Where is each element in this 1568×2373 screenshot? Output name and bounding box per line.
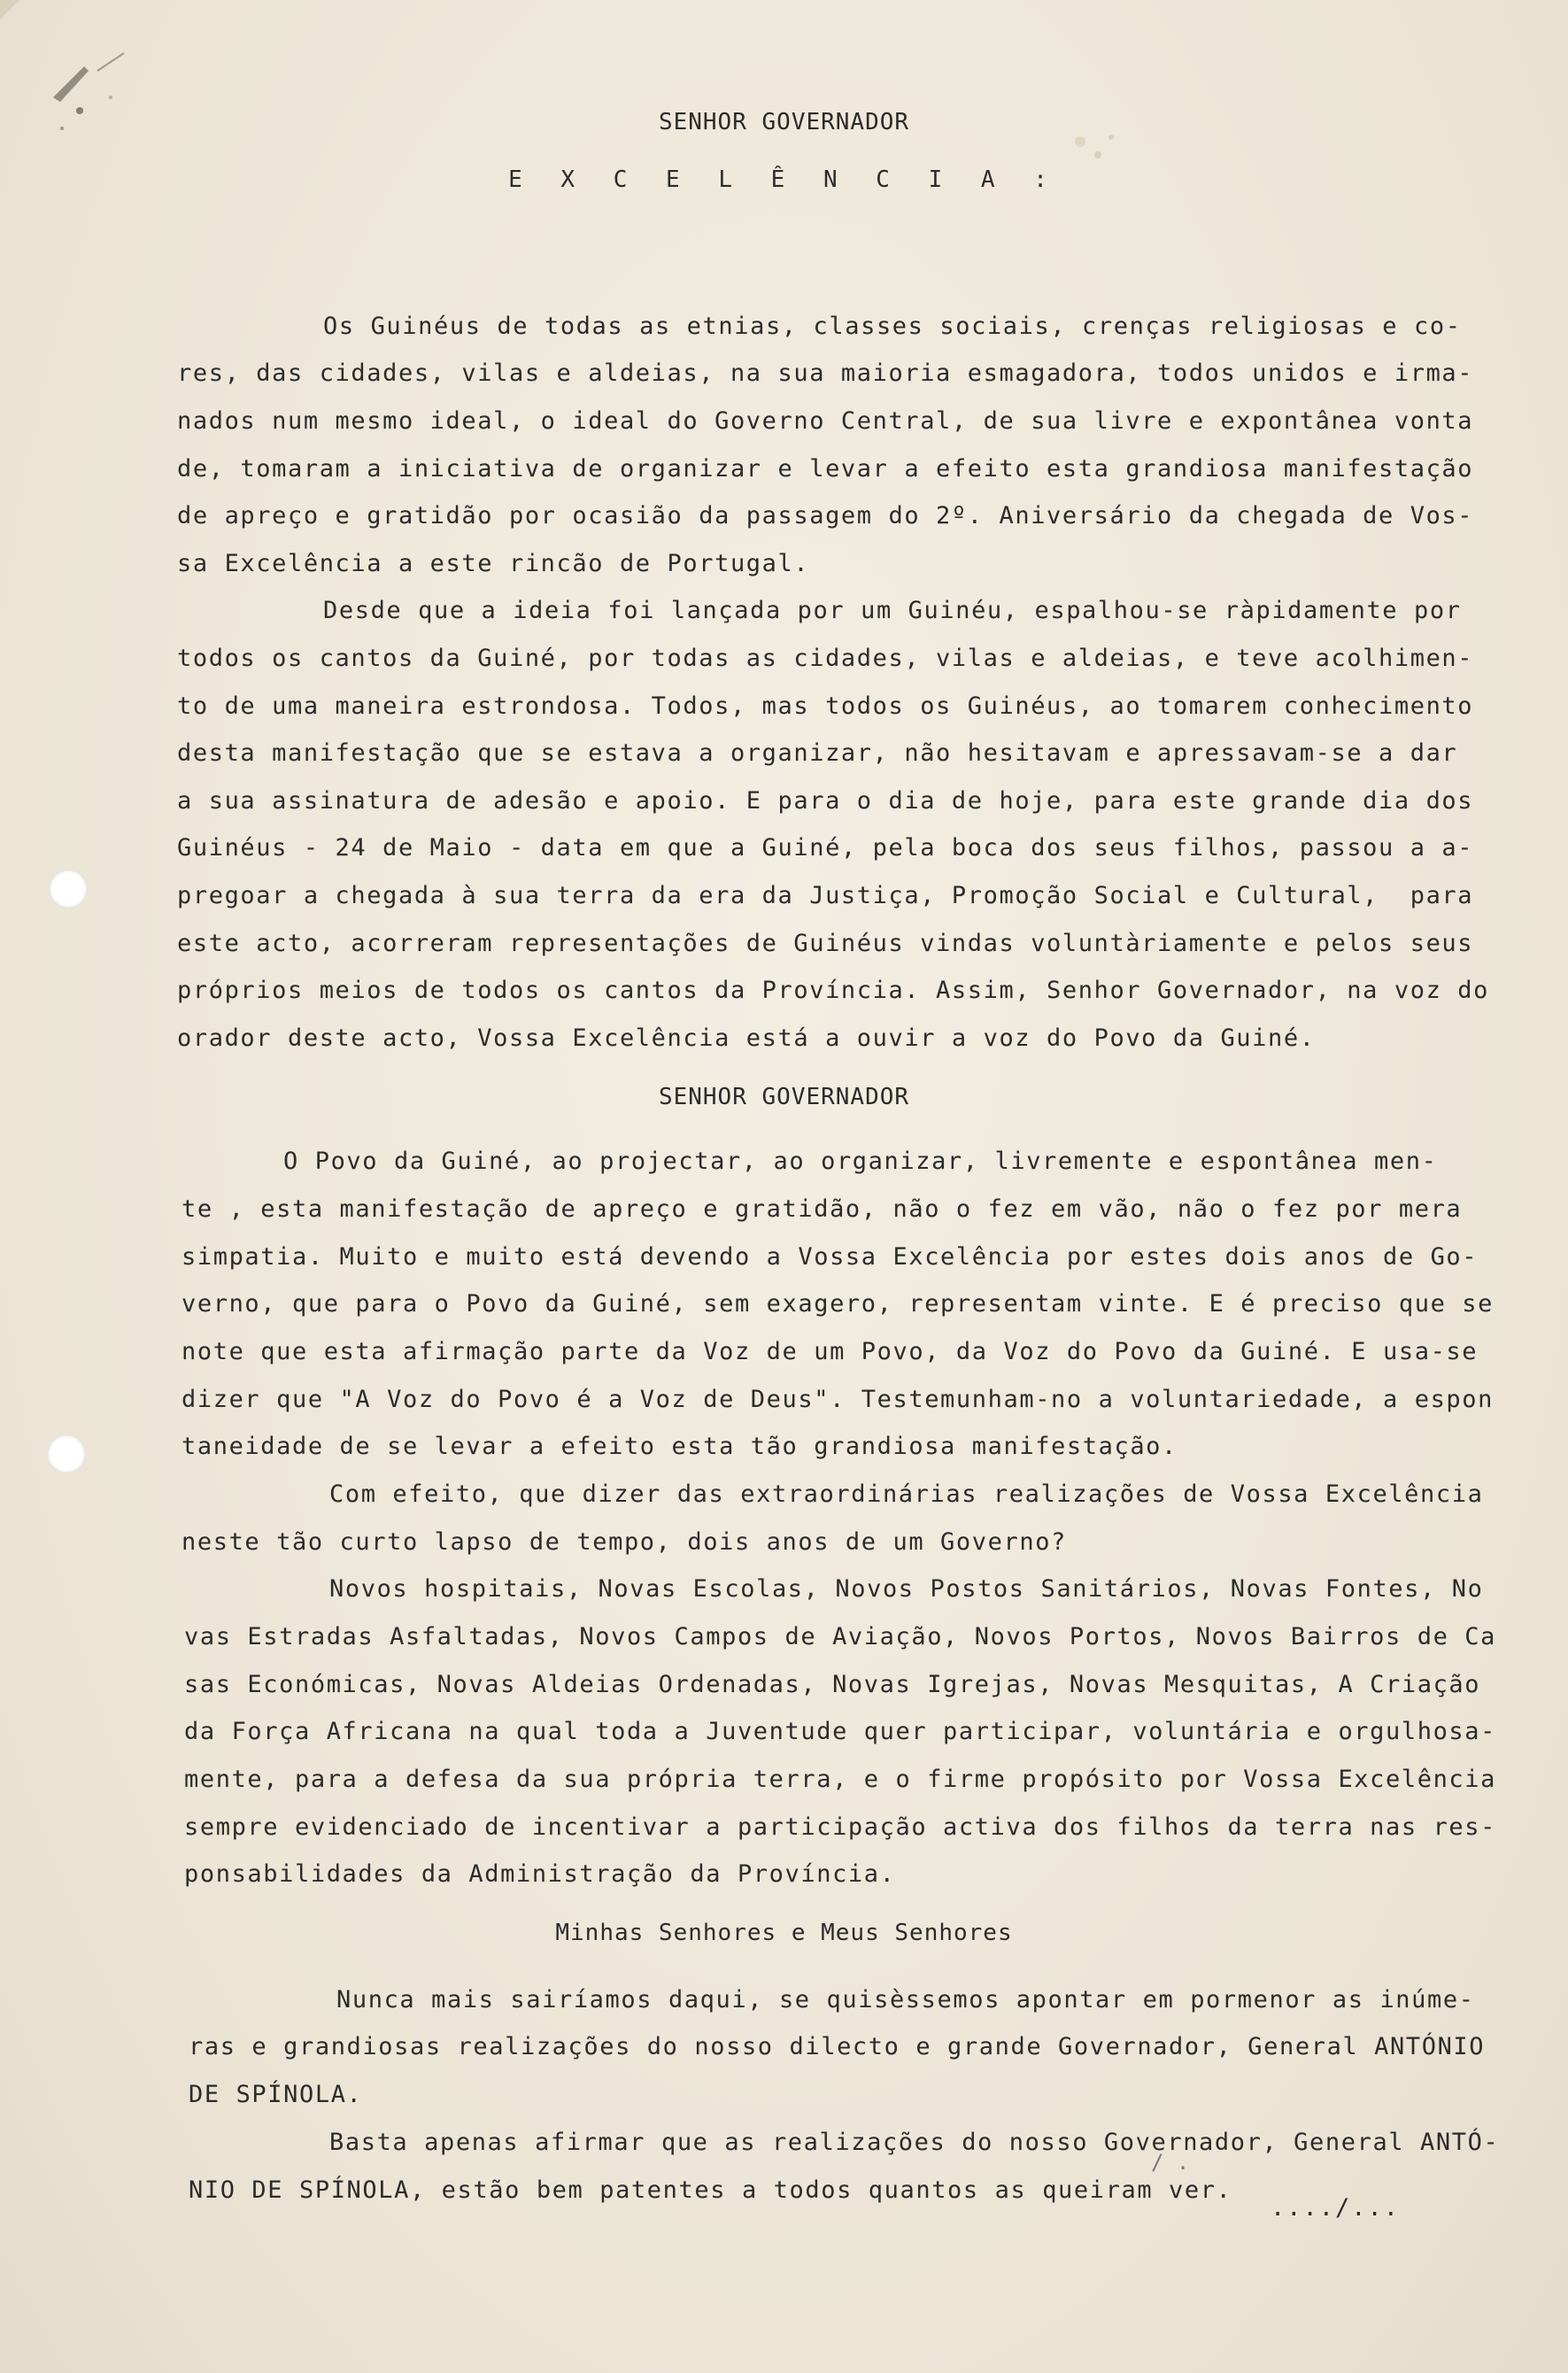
paragraph-2-line: todos os cantos da Guiné, por todas as cidades, vilas e aldeias, e teve acolhimen- — [177, 645, 1474, 672]
heading-senhor-governador-2: SENHOR GOVERNADOR — [658, 1084, 910, 1110]
paragraph-2-line: a sua assinatura de adesão e apoio. E para o dia de hoje, para este grande dia dos — [177, 787, 1474, 815]
folded-corner — [0, 0, 19, 19]
paragraph-5-line: sempre evidenciado de incentivar a participação activa dos filhos da terra nas res- — [184, 1813, 1496, 1841]
punch-hole-bottom — [47, 1434, 86, 1473]
paragraph-2-line: este acto, acorreram representações de Guinéus vindas voluntàriamente e pelos seus — [177, 930, 1474, 957]
heading-senhor-governador: SENHOR GOVERNADOR — [658, 109, 910, 135]
paragraph-2-line: Desde que a ideia foi lançada por um Guinéu, espalhou-se ràpidamente por — [323, 597, 1462, 624]
paragraph-7-line: Basta apenas afirmar que as realizações do nosso Governador, General ANTÓ- — [329, 2129, 1500, 2156]
paragraph-5-line: da Força Africana na qual toda a Juventude quer participar, voluntária e orgulhosa- — [184, 1718, 1496, 1745]
paragraph-1-line: Os Guinéus de todas as etnias, classes sociais, crenças religiosas e co- — [323, 313, 1462, 340]
paragraph-5-line: ponsabilidades da Administração da Província. — [184, 1860, 896, 1888]
paragraph-4-line: neste tão curto lapso de tempo, dois anos de um Governo? — [182, 1528, 1067, 1556]
paragraph-3-line: taneidade de se levar a efeito esta tão grandiosa manifestação. — [182, 1433, 1178, 1460]
heading-excelencia: E X C E L Ê N C I A : — [508, 166, 1060, 193]
paragraph-1-line: de, tomaram a iniciativa de organizar e levar a efeito esta grandiosa manifestação — [177, 455, 1474, 483]
paragraph-2-line: to de uma maneira estrondosa. Todos, mas todos os Guinéus, ao tomarem conhecimento — [177, 692, 1474, 720]
paragraph-6-line: DE SPÍNOLA. — [189, 2081, 363, 2108]
paragraph-5-line: Novos hospitais, Novas Escolas, Novos Postos Sanitários, Novas Fontes, No — [329, 1575, 1484, 1603]
paragraph-5-line: sas Económicas, Novas Aldeias Ordenadas, Novas Igrejas, Novas Mesquitas, A Criação — [184, 1671, 1481, 1698]
paragraph-2-line: pregoar a chegada à sua terra da era da Justiça, Promoção Social e Cultural, para — [177, 882, 1474, 909]
paragraph-6-line: ras e grandiosas realizações do nosso dilecto e grande Governador, General ANTÓNIO — [189, 2033, 1486, 2060]
paragraph-2-line: orador deste acto, Vossa Excelência está a ouvir a voz do Povo da Guiné. — [177, 1024, 1316, 1052]
paragraph-5-line: vas Estradas Asfaltadas, Novos Campos de Aviação, Novos Portos, Novos Bairros de Ca — [184, 1623, 1496, 1650]
paragraph-3-line: dizer que "A Voz do Povo é a Voz de Deus". Testemunham-no a voluntariedade, a espon — [182, 1386, 1494, 1413]
paragraph-1-line: de apreço e gratidão por ocasião da passagem do 2º. Aniversário da chegada de Vos- — [177, 502, 1474, 529]
paragraph-3-line: O Povo da Guiné, ao projectar, ao organizar, livremente e espontânea men- — [283, 1148, 1438, 1175]
paragraph-1-line: sa Excelência a este rincão de Portugal. — [177, 550, 810, 577]
paragraph-3-line: te , esta manifestação de apreço e gratidão, não o fez em vão, não o fez por mera — [182, 1195, 1463, 1223]
paragraph-2-line: próprios meios de todos os cantos da Província. Assim, Senhor Governador, na voz do — [177, 977, 1489, 1004]
paragraph-7-line: NIO DE SPÍNOLA, estão bem patentes a todos quantos as queiram ver. — [189, 2176, 1232, 2204]
paragraph-3-line: simpatia. Muito e muito está devendo a Vossa Excelência por estes dois anos de Go- — [182, 1243, 1479, 1271]
pencil-mark: / . — [1151, 2150, 1190, 2175]
paragraph-4-line: Com efeito, que dizer das extraordinárias realizações de Vossa Excelência — [329, 1480, 1484, 1508]
ink-stains-icon — [35, 44, 142, 151]
paragraph-3-line: note que esta afirmação parte da Voz de um Povo, da Voz do Povo da Guiné. E usa-se — [182, 1338, 1479, 1365]
paragraph-3-line: verno, que para o Povo da Guiné, sem exagero, representam vinte. E é preciso que se — [182, 1290, 1494, 1318]
paragraph-1-line: nados num mesmo ideal, o ideal do Governo Central, de sua livre e expontânea vonta — [177, 407, 1474, 435]
paragraph-6-line: Nunca mais sairíamos daqui, se quisèssemos apontar em pormenor as inúme- — [336, 1986, 1475, 2014]
paragraph-2-line: Guinéus - 24 de Maio - data em que a Guiné, pela boca dos seus filhos, passou a a- — [177, 834, 1474, 862]
paragraph-2-line: desta manifestação que se estava a organizar, não hesitavam e apressavam-se a dar — [177, 739, 1458, 767]
continuation-mark: ..../... — [1271, 2194, 1401, 2222]
punch-hole-top — [49, 870, 88, 908]
paragraph-1-line: res, das cidades, vilas e aldeias, na sua maioria esmagadora, todos unidos e irma- — [177, 359, 1474, 387]
heading-minhas-senhores: Minhas Senhores e Meus Senhores — [555, 1920, 1013, 1946]
paragraph-5-line: mente, para a defesa da sua própria terra, e o firme propósito por Vossa Excelência — [184, 1766, 1496, 1793]
